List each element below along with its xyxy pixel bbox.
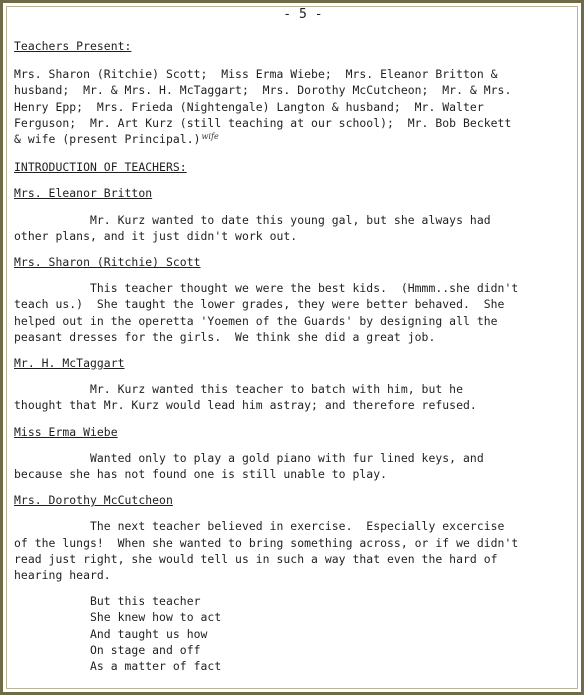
teacher-text-line: peasant dresses for the girls. We think she did a great job. bbox=[14, 329, 436, 344]
teacher-text-line: of the lungs! When she wanted to bring something across, or if we didn't bbox=[14, 535, 519, 550]
teacher-text-line: thought that Mr. Kurz would lead him astray; and therefore refused. bbox=[14, 398, 477, 413]
teachers-present-heading: Teachers Present: bbox=[14, 39, 132, 53]
teachers-present-line: Mrs. Sharon (Ritchie) Scott; Miss Erma Wiebe; Mrs. Eleanor Britton & bbox=[14, 67, 498, 82]
teacher-text-line: other plans, and it just didn't work out. bbox=[14, 228, 298, 243]
teacher-text-line: The next teacher believed in exercise. Especially excercise bbox=[14, 519, 505, 534]
teacher-name: Mrs. Eleanor Britton bbox=[14, 186, 153, 201]
poem-line: But this teacher bbox=[14, 594, 201, 609]
document-page bbox=[14, 6, 580, 674]
poem-line: And taught us how bbox=[14, 626, 208, 641]
teacher-section-mccutcheon bbox=[14, 492, 580, 583]
poem-line: As a matter of fact bbox=[14, 659, 222, 674]
handwritten-note: wife bbox=[201, 132, 219, 142]
teacher-text-line: helped out in the operetta 'Yoemen of the Guards' by designing all the bbox=[14, 313, 498, 328]
teachers-present-line-last bbox=[14, 131, 580, 149]
teacher-text-line: because she has not found one is still unable to play. bbox=[14, 467, 388, 482]
teacher-text-line: This teacher thought we were the best kids. (Hmmm..she didn't bbox=[14, 281, 519, 296]
teacher-text-line: teach us.) She taught the lower grades, they were better behaved. She bbox=[14, 297, 505, 312]
teacher-section-britton bbox=[14, 185, 580, 244]
teachers-present-list bbox=[14, 66, 580, 149]
teachers-present-line: & wife (present Principal.) bbox=[14, 132, 201, 147]
teacher-section-mctaggart bbox=[14, 355, 580, 414]
teachers-present-line: Ferguson; Mr. Art Kurz (still teaching at our school); Mr. Bob Beckett bbox=[14, 115, 512, 130]
teacher-text-line: Mr. Kurz wanted to date this young gal, but she always had bbox=[14, 212, 491, 227]
teacher-text-line: hearing heard. bbox=[14, 568, 111, 583]
teacher-name: Mr. H. McTaggart bbox=[14, 356, 125, 371]
teacher-section-wiebe bbox=[14, 424, 580, 483]
teacher-text-line: Wanted only to play a gold piano with fur lined keys, and bbox=[14, 450, 484, 465]
poem-line: On stage and off bbox=[14, 642, 201, 657]
teacher-text-line: read just right, she would tell us in such a way that even the hard of bbox=[14, 551, 498, 566]
poem bbox=[14, 593, 580, 674]
teachers-present-line: Henry Epp; Mrs. Frieda (Nightengale) Langton & husband; Mr. Walter bbox=[14, 99, 484, 114]
page-number: - 5 - bbox=[283, 7, 323, 22]
introduction-heading: INTRODUCTION OF TEACHERS: bbox=[14, 160, 187, 175]
poem-line: She knew how to act bbox=[14, 610, 222, 625]
teacher-name: Mrs. Dorothy McCutcheon bbox=[14, 493, 173, 508]
teacher-name: Miss Erma Wiebe bbox=[14, 424, 118, 439]
teacher-name: Mrs. Sharon (Ritchie) Scott bbox=[14, 255, 201, 270]
teacher-text-line: Mr. Kurz wanted this teacher to batch with him, but he bbox=[14, 382, 464, 397]
teacher-section-scott bbox=[14, 254, 580, 345]
teachers-present-line: husband; Mr. & Mrs. H. McTaggart; Mrs. Dorothy McCutcheon; Mr. & Mrs. bbox=[14, 83, 512, 98]
